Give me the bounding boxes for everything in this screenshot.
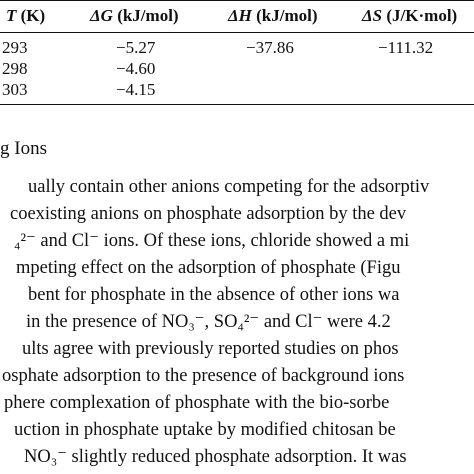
section-heading: g Ions — [0, 138, 47, 159]
table-cell-gibbs: −5.27 — [116, 38, 156, 57]
paragraph-line: ually contain other anions competing for the adsorptiv — [28, 177, 430, 197]
paragraph-line: phere complexation of phosphate with the bio-sorbe — [4, 393, 390, 413]
header-unit: (J/K·mol) — [382, 6, 458, 25]
paragraph-line: in the presence of NO₃⁻, SO₄²⁻ and Cl⁻ were 4.2 — [26, 312, 391, 332]
column-header-temperature — [6, 6, 45, 26]
column-header-gibbs — [90, 6, 179, 26]
header-unit: (kJ/mol) — [251, 6, 318, 25]
header-unit: (kJ/mol) — [112, 6, 179, 25]
table-cell-temperature: 298 — [2, 59, 28, 78]
paragraph-line: uction in phosphate uptake by modified chitosan be — [14, 420, 396, 440]
table-cell-gibbs: −4.15 — [116, 80, 156, 99]
paragraph-line: ₄²⁻ and Cl⁻ ions. Of these ions, chloride showed a mi — [14, 231, 410, 251]
table-cell-entropy: −111.32 — [378, 38, 434, 57]
column-header-entropy — [362, 6, 457, 26]
table-cell-temperature: 293 — [2, 38, 28, 57]
paragraph-line: coexisting anions on phosphate adsorption by the dev — [10, 204, 407, 224]
header-symbol: ΔG — [90, 6, 113, 25]
header-unit: (K) — [16, 6, 46, 25]
table-bottom-rule — [0, 104, 474, 105]
paragraph-line: NO₃⁻ slightly reduced phosphate adsorption. It was — [24, 447, 407, 467]
paragraph-line: bent for phosphate in the absence of other ions wa — [28, 285, 400, 305]
table-cell-temperature: 303 — [2, 80, 28, 99]
header-symbol: ΔH — [228, 6, 252, 25]
table-header-rule — [0, 32, 474, 33]
paragraph-line: osphate adsorption to the presence of background ions — [2, 366, 405, 386]
header-symbol: ΔS — [362, 6, 383, 25]
header-symbol: T — [6, 6, 17, 25]
column-header-enthalpy — [228, 6, 318, 26]
paragraph-line: ults agree with previously reported studies on phos — [22, 339, 399, 359]
table-top-rule — [0, 0, 474, 1]
paragraph-line: mpeting effect on the adsorption of phosphate (Figu — [16, 258, 401, 278]
table-cell-gibbs: −4.60 — [116, 59, 156, 78]
table-cell-enthalpy: −37.86 — [246, 38, 294, 57]
